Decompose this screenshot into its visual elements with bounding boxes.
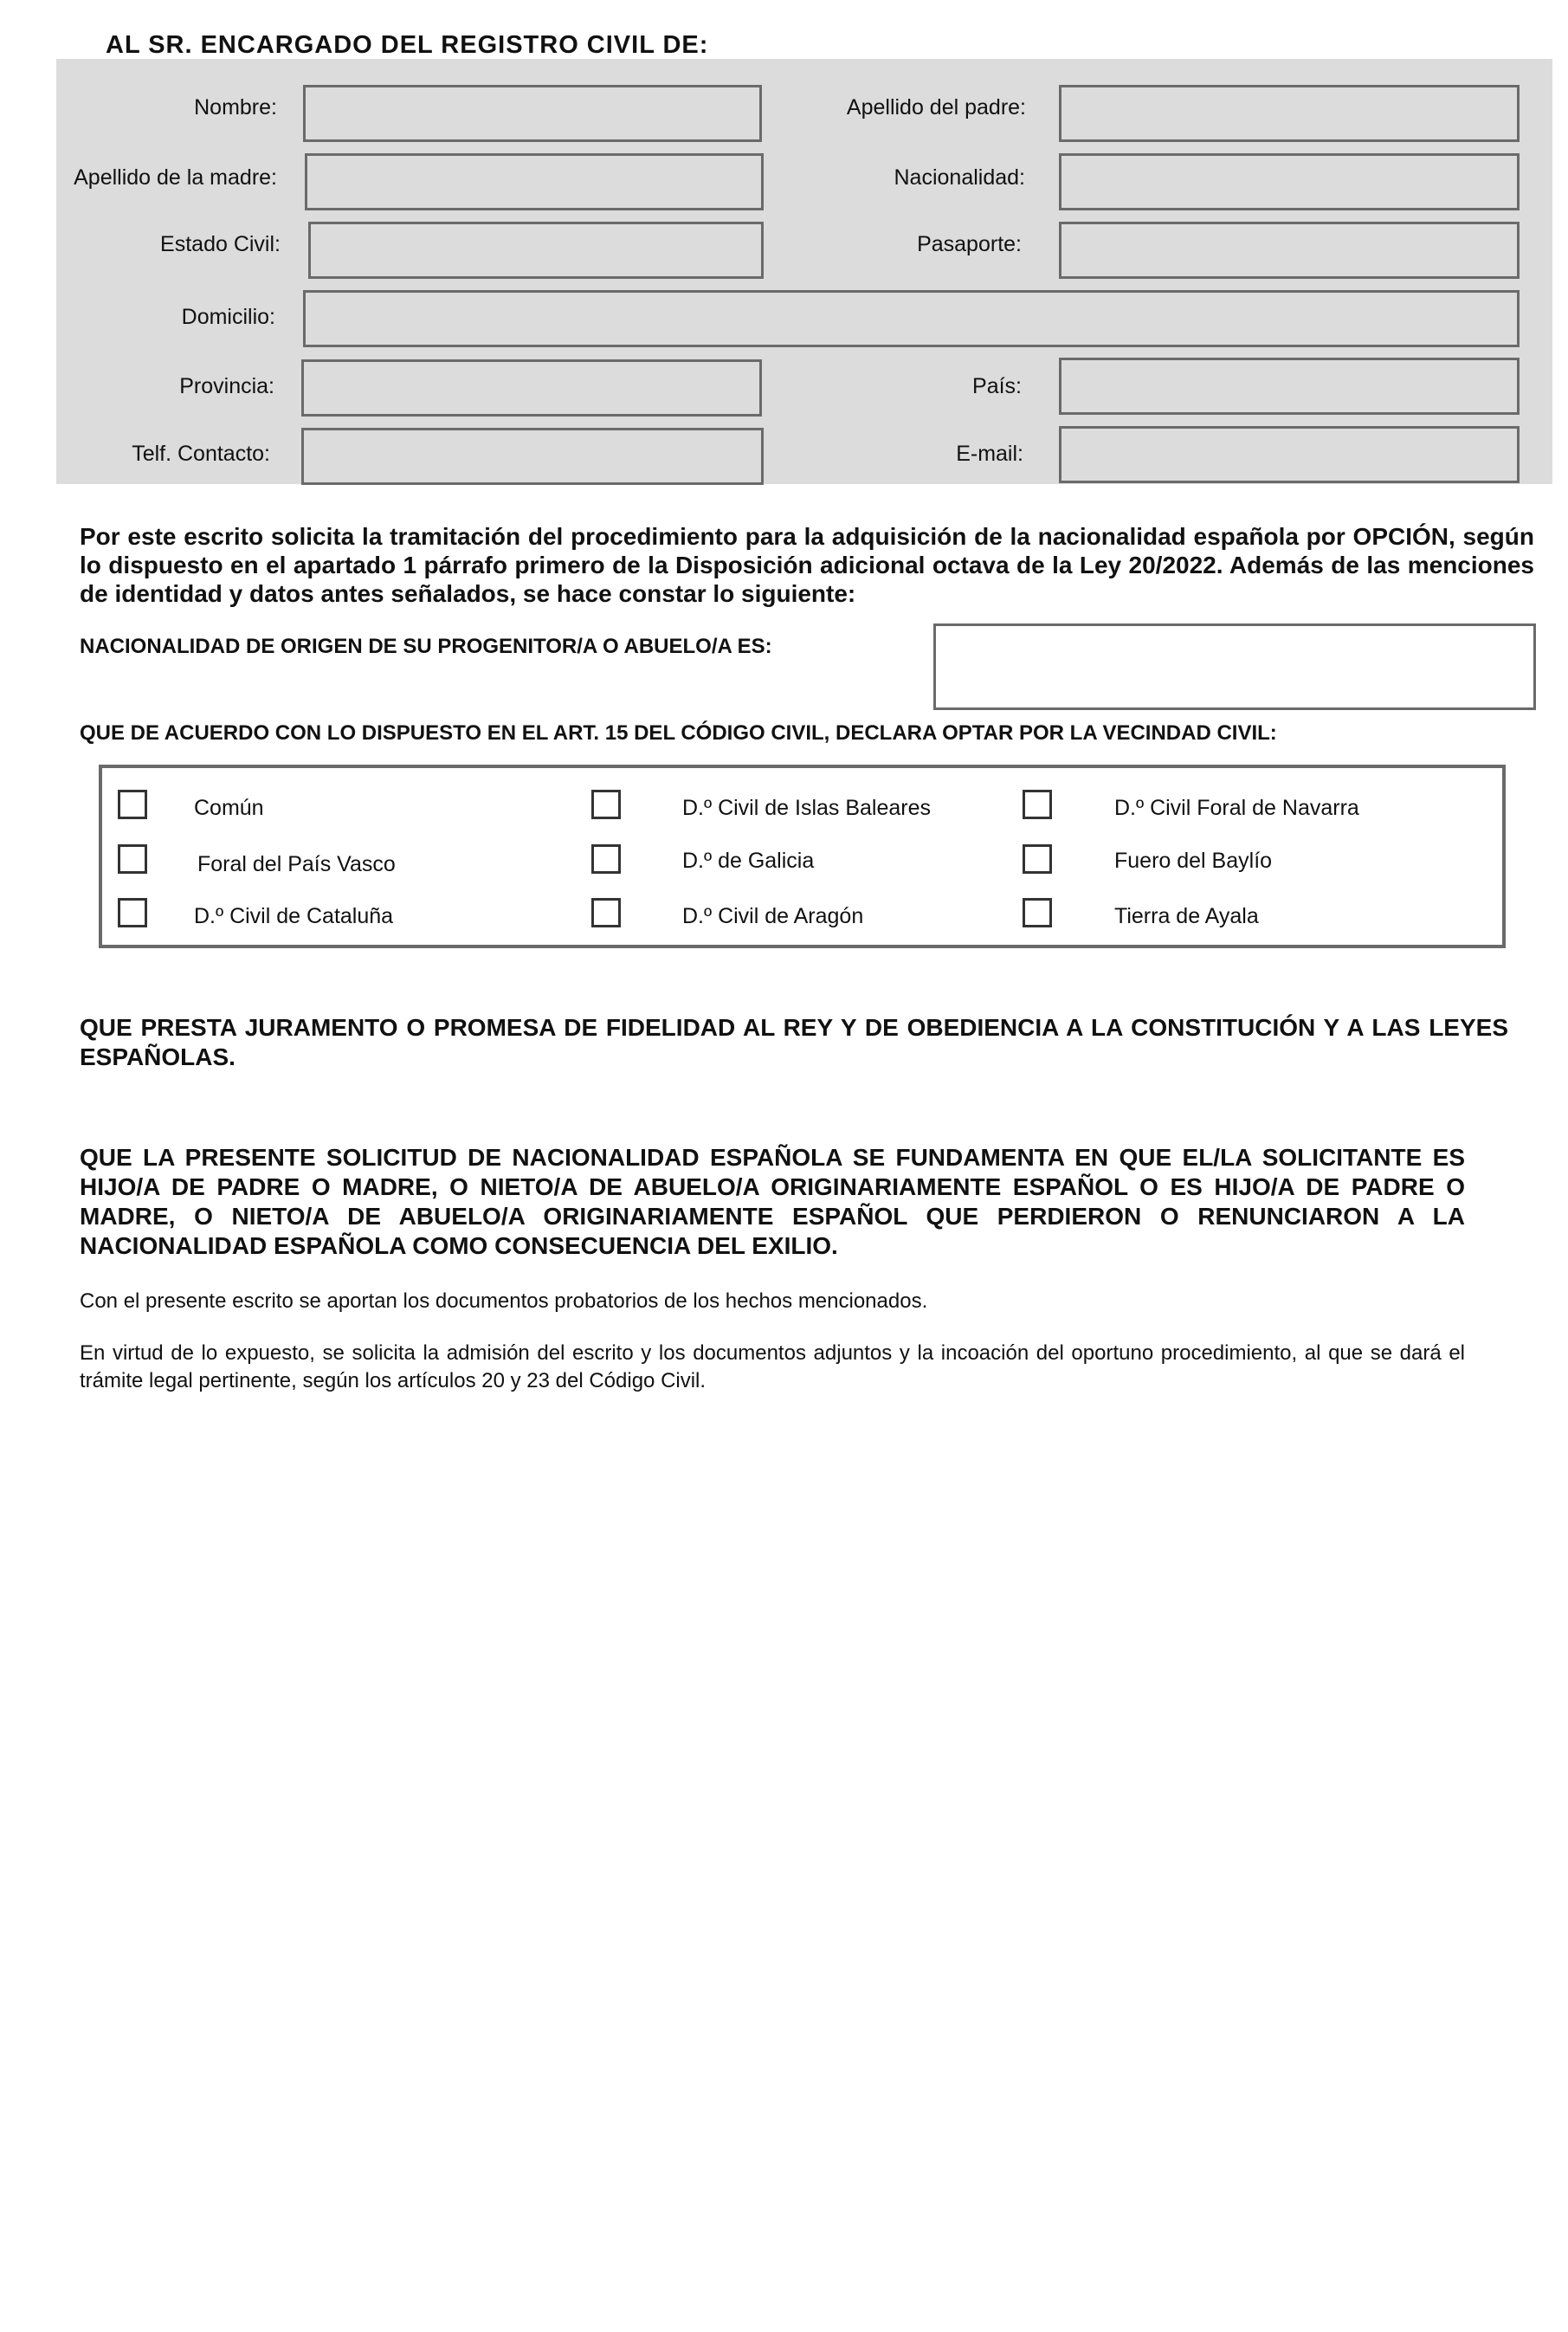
pasaporte-field[interactable] [1059, 222, 1520, 279]
checkbox-pais-vasco[interactable] [118, 844, 147, 874]
apellido-madre-label: Apellido de la madre: [74, 165, 277, 190]
option-label: D.º Civil de Islas Baleares [682, 796, 932, 820]
basis-statement: QUE LA PRESENTE SOLICITUD DE NACIONALIDAD ESPAÑOLA SE FUNDAMENTA EN QUE EL/LA SOLICITANTE ES HIJO/A DE PADRE O MADRE, O NIETO/A DE ABUELO/A ORIGINARIAMENTE ESPAÑOL O ES HIJO/A DE PADRE O MADRE, O NIETO/A DE ABUELO/A ORIGINARIAMENTE ESPAÑOL QUE PERDIERON O RENUNCIARON A LA NACIONALIDAD ESPAÑOLA COMO CONSECUENCIA DEL EXILIO. [80, 1144, 1465, 1259]
telefono-field[interactable] [301, 428, 764, 485]
option-label: D.º Civil de Cataluña [194, 904, 394, 928]
estado-civil-label: Estado Civil: [160, 232, 281, 256]
pais-field[interactable] [1059, 358, 1520, 415]
email-label: E-mail: [956, 442, 1023, 466]
apellido-madre-field[interactable] [305, 153, 764, 210]
estado-civil-field[interactable] [308, 222, 764, 279]
telefono-label: Telf. Contacto: [132, 442, 270, 466]
oath-statement: QUE PRESTA JURAMENTO O PROMESA DE FIDELIDAD AL REY Y DE OBEDIENCIA A LA CONSTITUCIÓN Y A LAS LEYES ESPAÑOLAS. [80, 1014, 1508, 1070]
documents-note: Con el presente escrito se aportan los documentos probatorios de los hechos mencionados. [80, 1289, 928, 1313]
option-label: D.º Civil Foral de Navarra [1114, 796, 1359, 820]
nacionalidad-label: Nacionalidad: [894, 165, 1025, 190]
intro-paragraph: Por este escrito solicita la tramitación del procedimiento para la adquisición de la nacionalidad española por OPCIÓN, según lo dispuesto en el apartado 1 párrafo primero de la Disposición adicional octava de la Ley 20/2022. Además de las menciones de identidad y datos antes señalados, se hace constar lo siguiente: [80, 523, 1534, 607]
checkbox-comun[interactable] [118, 790, 147, 819]
option-label: Foral del País Vasco [197, 852, 396, 876]
form-title: AL SR. ENCARGADO DEL REGISTRO CIVIL DE: [106, 31, 709, 59]
pais-label: País: [972, 374, 1022, 398]
checkbox-islas-baleares[interactable] [591, 790, 621, 819]
nombre-field[interactable] [303, 85, 762, 142]
domicilio-field[interactable] [303, 290, 1520, 347]
option-label: Tierra de Ayala [1114, 904, 1259, 928]
provincia-label: Provincia: [179, 374, 274, 398]
pasaporte-label: Pasaporte: [917, 232, 1022, 256]
origin-nationality-label: NACIONALIDAD DE ORIGEN DE SU PROGENITOR/A O ABUELO/A ES: [80, 635, 772, 658]
option-label: D.º Civil de Aragón [682, 904, 864, 928]
option-label: Común [194, 796, 264, 820]
checkbox-cataluna[interactable] [118, 898, 147, 927]
checkbox-aragon[interactable] [591, 898, 621, 927]
nacionalidad-field[interactable] [1059, 153, 1520, 210]
checkbox-baylio[interactable] [1023, 844, 1052, 874]
checkbox-tierra-de-ayala[interactable] [1023, 898, 1052, 927]
apellido-padre-field[interactable] [1059, 85, 1520, 142]
domicilio-label: Domicilio: [181, 305, 275, 329]
closing-paragraph: En virtud de lo expuesto, se solicita la admisión del escrito y los documentos adjuntos y la incoación del oportuno procedimiento, al que se dará el trámite legal pertinente, según los artículos 20 y 23 del Código Civil. [80, 1341, 1465, 1392]
checkbox-navarra[interactable] [1023, 790, 1052, 819]
option-label: D.º de Galicia [682, 849, 815, 873]
nombre-label: Nombre: [194, 95, 277, 120]
apellido-padre-label: Apellido del padre: [846, 95, 1026, 120]
provincia-field[interactable] [301, 359, 762, 417]
email-field[interactable] [1059, 426, 1520, 483]
option-label: Fuero del Baylío [1114, 849, 1273, 873]
origin-nationality-field[interactable] [933, 623, 1536, 710]
checkbox-galicia[interactable] [591, 844, 621, 874]
vecindad-title: QUE DE ACUERDO CON LO DISPUESTO EN EL ART. 15 DEL CÓDIGO CIVIL, DECLARA OPTAR POR LA VECINDAD CIVIL: [80, 721, 1277, 745]
